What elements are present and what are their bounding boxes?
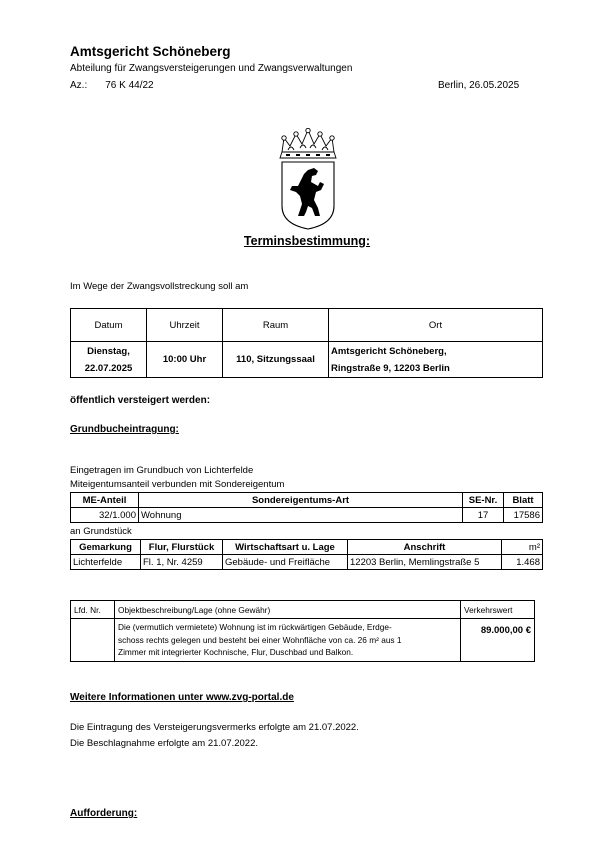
description-line2: schoss rechts gelegen und besteht bei einer Wohnfläche von ca. 26 m² aus 1	[118, 634, 402, 645]
table-header-row	[71, 540, 543, 555]
header-place: Ort	[329, 309, 543, 342]
place-date: Berlin, 26.05.2025	[438, 80, 520, 91]
department: Abteilung für Zwangsversteigerungen und Zwangsverwaltungen	[70, 63, 353, 74]
cell-me-anteil: 32/1.000	[71, 508, 139, 523]
header-lfd-nr: Lfd. Nr.	[71, 601, 115, 619]
date-value: 22.07.2025	[84, 362, 133, 374]
table-row	[71, 555, 543, 570]
header-flur: Flur, Flurstück	[141, 540, 223, 555]
co-ownership-note: Miteigentumsanteil verbunden mit Sondereigentum	[70, 479, 285, 490]
appointment-room: 110, Sitzungssaal	[223, 342, 329, 378]
cell-blatt: 17586	[504, 508, 543, 523]
cell-lfd-nr	[71, 619, 115, 662]
registration-date-note: Die Eintragung des Versteigerungsvermerks erfolgte am 21.07.2022.	[70, 722, 359, 733]
cell-se-nr: 17	[463, 508, 504, 523]
header-wirtschaftsart: Wirtschaftsart u. Lage	[223, 540, 348, 555]
table-row	[71, 342, 543, 378]
cell-description	[115, 619, 461, 662]
case-number-value: 76 K 44/22	[105, 80, 154, 91]
place-line2: Ringstraße 9, 12203 Berlin	[331, 362, 450, 374]
description-line1: Die (vermutlich vermietete) Wohnung ist im rückwärtigen Gebäude, Erdge-	[118, 622, 392, 632]
header-room: Raum	[223, 309, 329, 342]
header-date: Datum	[71, 309, 147, 342]
plot-note: an Grundstück	[70, 526, 132, 537]
case-number-label: Az.:	[70, 80, 88, 91]
seizure-date-note: Die Beschlagnahme erfolgte am 21.07.2022.	[70, 738, 259, 749]
document-title: Terminsbestimmung:	[243, 234, 371, 248]
table-row	[71, 619, 535, 662]
header-se-nr: SE-Nr.	[463, 493, 504, 508]
land-register-heading: Grundbucheintragung:	[70, 424, 179, 435]
object-table	[70, 600, 535, 662]
cell-gemarkung: Lichterfelde	[71, 555, 141, 570]
header-area: m²	[502, 540, 543, 555]
case-number	[70, 80, 154, 91]
header-se-art: Sondereigentums-Art	[139, 493, 463, 508]
cell-se-art: Wohnung	[139, 508, 463, 523]
intro-text: Im Wege der Zwangsvollstreckung soll am	[70, 281, 249, 292]
appointment-table	[70, 308, 543, 378]
auction-statement: öffentlich versteigert werden:	[70, 395, 211, 406]
place-line1: Amtsgericht Schöneberg,	[331, 345, 447, 357]
description-line3: Zimmer mit integrierter Kochnische, Flur, Duschbad und Balkon.	[118, 647, 354, 657]
table-header-row	[71, 601, 535, 619]
berlin-coat-of-arms-icon	[274, 128, 342, 230]
header-gemarkung: Gemarkung	[71, 540, 141, 555]
cell-wirtschaftsart: Gebäude- und Freifläche	[223, 555, 348, 570]
registered-in: Eingetragen im Grundbuch von Lichterfelde	[70, 465, 254, 476]
date-weekday: Dienstag,	[87, 345, 130, 357]
table-header-row	[71, 309, 543, 342]
table-row	[71, 508, 543, 523]
header-market-value: Verkehrswert	[461, 601, 535, 619]
appointment-place	[329, 342, 543, 378]
more-info-link[interactable]: Weitere Informationen unter www.zvg-portal.de	[70, 692, 294, 703]
cell-anschrift: 12203 Berlin, Memlingstraße 5	[348, 555, 502, 570]
header-anschrift: Anschrift	[348, 540, 502, 555]
header-blatt: Blatt	[504, 493, 543, 508]
cell-market-value: 89.000,00 €	[461, 619, 535, 662]
cell-flur: Fl. 1, Nr. 4259	[141, 555, 223, 570]
header-description: Objektbeschreibung/Lage (ohne Gewähr)	[115, 601, 461, 619]
plot-table	[70, 539, 543, 570]
court-name: Amtsgericht Schöneberg	[70, 44, 231, 59]
cell-area: 1.468	[502, 555, 543, 570]
header-time: Uhrzeit	[147, 309, 223, 342]
condominium-table	[70, 492, 543, 523]
request-heading: Aufforderung:	[70, 808, 138, 819]
header-me-anteil: ME-Anteil	[71, 493, 139, 508]
table-header-row	[71, 493, 543, 508]
appointment-time: 10:00 Uhr	[147, 342, 223, 378]
appointment-date	[71, 342, 147, 378]
